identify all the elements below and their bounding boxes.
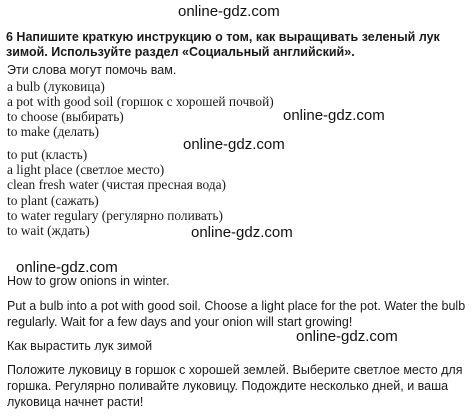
vocabulary-item: clean fresh water (чистая пресная вода): [7, 177, 227, 192]
answer-en-title: How to grow onions in winter.: [7, 274, 170, 288]
vocabulary-item: a bulb (луковица): [7, 79, 105, 94]
task-title: 6 Напишите краткую инструкцию о том, как выращивать зеленый лук зимой. Используйте раздел «Социальный английский».: [6, 30, 440, 59]
answer-ru-title: Как вырастить лук зимой: [7, 339, 153, 353]
vocabulary-item: to water regulary (регулярно поливать): [7, 208, 223, 223]
vocabulary-item: to choose (выбирать): [7, 109, 124, 124]
watermark-text: online-gdz.com: [16, 259, 118, 276]
vocabulary-item: to put (класть): [7, 147, 88, 162]
watermark-text: online-gdz.com: [296, 328, 398, 345]
watermark-text: online-gdz.com: [178, 3, 280, 20]
vocabulary-item: to wait (ждать): [7, 223, 90, 238]
answer-ru-body: Положите луковицу в горшок с хорошей землей. Выберите светлое место для горшка. Регулярно поливайте луковицу. Подождите несколько дней, и ваша луковица начнет расти!: [7, 363, 463, 409]
vocabulary-item: a pot with good soil (горшок с хорошей почвой): [7, 94, 274, 109]
watermark-text: online-gdz.com: [283, 107, 385, 124]
vocabulary-item: to plant (сажать): [7, 193, 99, 208]
watermark-text: online-gdz.com: [191, 224, 293, 241]
answer-en-body: Put a bulb into a pot with good soil. Choose a light place for the pot. Water the bulb regularly. Wait for a few days and your onion will start growing!: [7, 299, 466, 329]
watermark-text: online-gdz.com: [183, 136, 285, 153]
vocabulary-item: a light place (светлое место): [7, 162, 165, 177]
vocabulary-item: to make (делать): [7, 124, 100, 139]
helper-intro: Эти слова могут помочь вам.: [7, 63, 177, 77]
